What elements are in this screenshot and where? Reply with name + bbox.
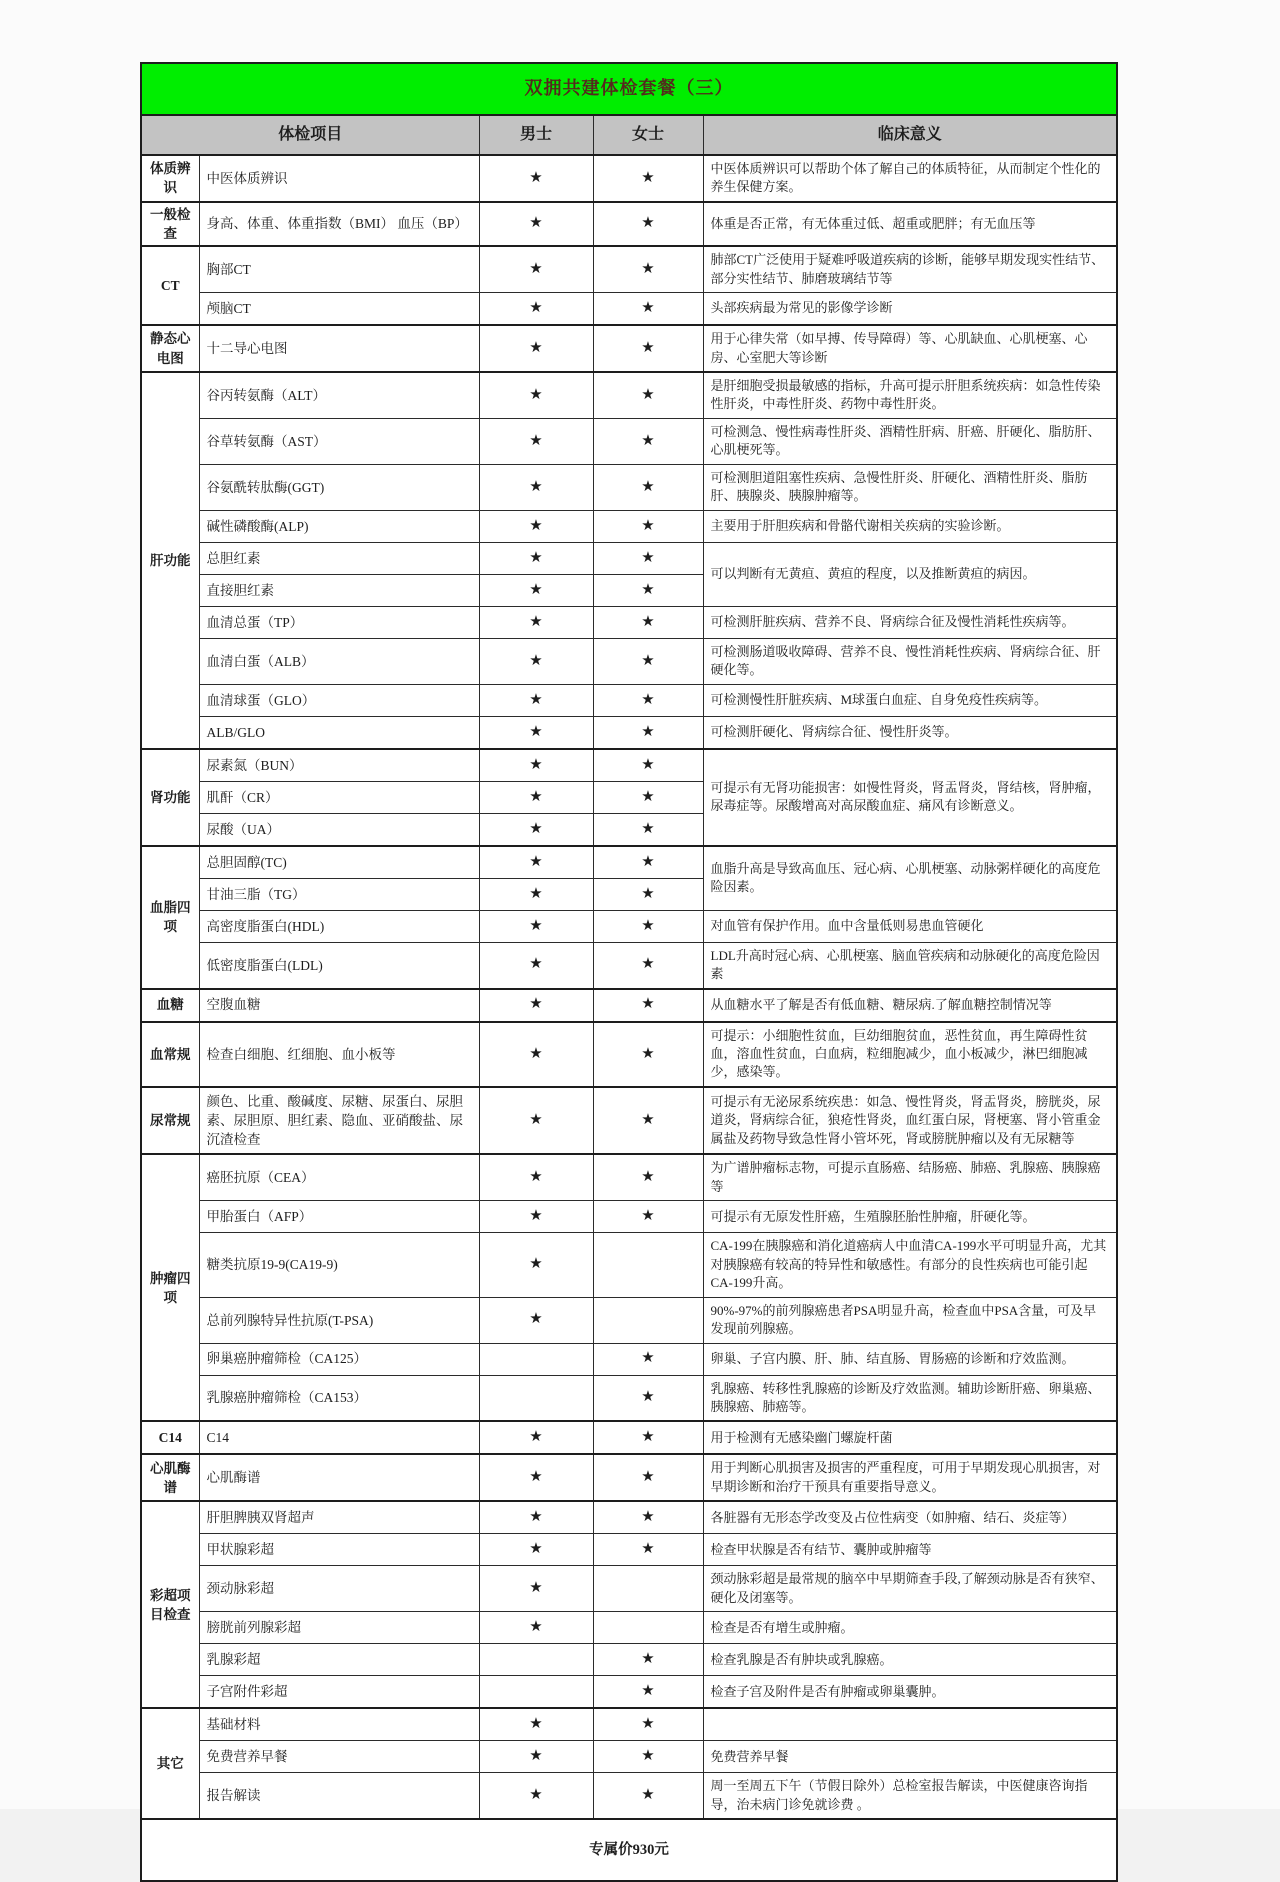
male-star-cell: ★ [479, 1501, 593, 1534]
meaning-cell: 可检测肝硬化、肾病综合征、慢性肝炎等。 [703, 716, 1117, 749]
female-star-cell [593, 1297, 703, 1343]
item-cell: 十二导心电图 [199, 325, 479, 372]
item-cell: 总胆固醇(TC) [199, 846, 479, 879]
female-star-cell: ★ [593, 246, 703, 292]
table-row [141, 1201, 1117, 1233]
meaning-cell: 为广谱肿瘤标志物，可提示直肠癌、结肠癌、肺癌、乳腺癌、胰腺癌等 [703, 1154, 1117, 1200]
item-cell: 谷丙转氨酶（ALT） [199, 372, 479, 418]
item-cell: 颜色、比重、酸碱度、尿糖、尿蛋白、尿胆素、尿胆原、胆红素、隐血、亚硝酸盐、尿沉渣检查 [199, 1087, 479, 1154]
female-star-cell: ★ [593, 418, 703, 464]
meaning-cell: 用于心律失常（如早搏、传导障碍）等、心肌缺血、心肌梗塞、心房、心室肥大等诊断 [703, 325, 1117, 372]
meaning-cell: 可提示有无原发性肝癌，生殖腺胚胎性肿瘤，肝硬化等。 [703, 1201, 1117, 1233]
table-row [141, 1421, 1117, 1454]
female-star-cell: ★ [593, 293, 703, 326]
meaning-cell: 可检测肝脏疾病、营养不良、肾病综合征及慢性消耗性疾病等。 [703, 606, 1117, 638]
female-star-cell: ★ [593, 749, 703, 782]
male-star-cell: ★ [479, 418, 593, 464]
table-row [141, 418, 1117, 464]
female-star-cell: ★ [593, 813, 703, 846]
meaning-cell: 可提示：小细胞性贫血，巨幼细胞贫血，恶性贫血，再生障碍性贫血，溶血性贫血，白血病，粒细胞减少，血小板减少，淋巴细胞减少，感染等。 [703, 1022, 1117, 1087]
meaning-cell: 可提示有无泌尿系统疾患：如急、慢性肾炎，肾盂肾炎，膀胱炎，尿道炎，肾病综合征，狼疮性肾炎，血红蛋白尿，肾梗塞、肾小管重金属盐及药物导致急性肾小管坏死，肾或膀胱肿瘤以及有无尿糖等 [703, 1087, 1117, 1154]
item-cell: 肌酐（CR） [199, 781, 479, 813]
item-cell: 甲状腺彩超 [199, 1534, 479, 1566]
table-row [141, 1773, 1117, 1819]
meaning-cell: CA-199在胰腺癌和消化道癌病人中血清CA-199水平可明显升高，尤其对胰腺癌有较高的特异性和敏感性。有部分的良性疾病也可能引起CA-199升高。 [703, 1233, 1117, 1297]
item-cell: 子宫附件彩超 [199, 1676, 479, 1709]
female-star-cell: ★ [593, 464, 703, 510]
table-row [141, 1233, 1117, 1297]
item-cell: 血清白蛋（ALB） [199, 638, 479, 684]
female-star-cell: ★ [593, 1534, 703, 1566]
item-cell: 总前列腺特异性抗原(T-PSA) [199, 1297, 479, 1343]
meaning-cell: 周一至周五下午（节假日除外）总检室报告解读，中医健康咨询指导，治未病门诊免就诊费 。 [703, 1773, 1117, 1819]
table-row [141, 372, 1117, 418]
male-star-cell: ★ [479, 813, 593, 846]
category-cell: 彩超项目检查 [141, 1501, 199, 1708]
male-star-cell: ★ [479, 989, 593, 1022]
table-row [141, 1343, 1117, 1375]
meaning-cell: 免费营养早餐 [703, 1741, 1117, 1773]
item-cell: 尿素氮（BUN） [199, 749, 479, 782]
male-star-cell: ★ [479, 846, 593, 879]
table-row [141, 942, 1117, 988]
item-cell: 身高、体重、体重指数（BMI） 血压（BP） [199, 202, 479, 246]
male-star-cell: ★ [479, 574, 593, 606]
male-star-cell: ★ [479, 1612, 593, 1644]
male-star-cell: ★ [479, 510, 593, 542]
table-row [141, 1534, 1117, 1566]
item-cell: 血清总蛋（TP） [199, 606, 479, 638]
meaning-cell [703, 1708, 1117, 1741]
male-star-cell: ★ [479, 155, 593, 202]
female-star-cell: ★ [593, 1343, 703, 1375]
meaning-cell: 90%-97%的前列腺癌患者PSA明显升高，检查血中PSA含量，可及早发现前列腺癌。 [703, 1297, 1117, 1343]
meaning-cell: 是肝细胞受损最敏感的指标，升高可提示肝胆系统疾病：如急性传染性肝炎，中毒性肝炎、药物中毒性肝炎。 [703, 372, 1117, 418]
item-cell: 空腹血糖 [199, 989, 479, 1022]
meaning-cell: 头部疾病最为常见的影像学诊断 [703, 293, 1117, 326]
table-row [141, 1644, 1117, 1676]
male-star-cell: ★ [479, 1154, 593, 1200]
male-star-cell [479, 1343, 593, 1375]
meaning-cell: 乳腺癌、转移性乳腺癌的诊断及疗效监测。辅助诊断肝癌、卵巢癌、胰腺癌、肺癌等。 [703, 1375, 1117, 1421]
male-star-cell: ★ [479, 1708, 593, 1741]
category-cell: 肾功能 [141, 749, 199, 846]
item-cell: 直接胆红素 [199, 574, 479, 606]
table-row [141, 638, 1117, 684]
item-cell: 膀胱前列腺彩超 [199, 1612, 479, 1644]
male-star-cell: ★ [479, 246, 593, 292]
female-star-cell: ★ [593, 1022, 703, 1087]
table-row [141, 1612, 1117, 1644]
female-star-cell: ★ [593, 684, 703, 716]
col-header-meaning: 临床意义 [703, 115, 1117, 155]
item-cell: 谷草转氨酶（AST） [199, 418, 479, 464]
table-row [141, 1022, 1117, 1087]
female-star-cell: ★ [593, 574, 703, 606]
male-star-cell: ★ [479, 781, 593, 813]
table-row [141, 1154, 1117, 1200]
female-star-cell: ★ [593, 325, 703, 372]
meaning-cell: 可提示有无肾功能损害：如慢性肾炎，肾盂肾炎，肾结核，肾肿瘤，尿毒症等。尿酸增高对高尿酸血症、痛风有诊断意义。 [703, 749, 1117, 846]
meaning-cell: 从血糖水平了解是否有低血糖、糖尿病.了解血糖控制情况等 [703, 989, 1117, 1022]
male-star-cell: ★ [479, 942, 593, 988]
male-star-cell: ★ [479, 606, 593, 638]
item-cell: 心肌酶谱 [199, 1454, 479, 1501]
item-cell: 颈动脉彩超 [199, 1566, 479, 1612]
meaning-cell: 可检测慢性肝脏疾病、M球蛋白血症、自身免疫性疾病等。 [703, 684, 1117, 716]
table-row [141, 1375, 1117, 1421]
category-cell: 心肌酶谱 [141, 1454, 199, 1501]
male-star-cell: ★ [479, 1454, 593, 1501]
category-cell: 肿瘤四项 [141, 1154, 199, 1421]
item-cell: 低密度脂蛋白(LDL) [199, 942, 479, 988]
item-cell: 基础材料 [199, 1708, 479, 1741]
table-row [141, 1741, 1117, 1773]
female-star-cell: ★ [593, 910, 703, 942]
table-row [141, 202, 1117, 246]
meaning-cell: 用于判断心肌损害及损害的严重程度，可用于早期发现心肌损害，对早期诊断和治疗干预具有重要指导意义。 [703, 1454, 1117, 1501]
item-cell: 血清球蛋（GLO） [199, 684, 479, 716]
meaning-cell: LDL升高时冠心病、心肌梗塞、脑血管疾病和动脉硬化的高度危险因素 [703, 942, 1117, 988]
meaning-cell: 血脂升高是导致高血压、冠心病、心肌梗塞、动脉粥样硬化的高度危险因素。 [703, 846, 1117, 911]
table-row [141, 1501, 1117, 1534]
male-star-cell: ★ [479, 202, 593, 246]
table-row [141, 325, 1117, 372]
item-cell: 乳腺癌肿瘤筛检（CA153） [199, 1375, 479, 1421]
item-cell: 谷氨酰转肽酶(GGT) [199, 464, 479, 510]
male-star-cell: ★ [479, 684, 593, 716]
meaning-cell: 可检测肠道吸收障碍、营养不良、慢性消耗性疾病、肾病综合征、肝硬化等。 [703, 638, 1117, 684]
meaning-cell: 中医体质辨识可以帮助个体了解自己的体质特征，从而制定个性化的养生保健方案。 [703, 155, 1117, 202]
female-star-cell: ★ [593, 638, 703, 684]
checkup-package-table [140, 62, 1118, 1882]
female-star-cell: ★ [593, 1676, 703, 1709]
meaning-cell: 检查是否有增生或肿瘤。 [703, 1612, 1117, 1644]
male-star-cell: ★ [479, 1201, 593, 1233]
category-cell: C14 [141, 1421, 199, 1454]
col-header-female: 女士 [593, 115, 703, 155]
item-cell: 中医体质辨识 [199, 155, 479, 202]
col-header-male: 男士 [479, 115, 593, 155]
female-star-cell: ★ [593, 1201, 703, 1233]
item-cell: 肝胆脾胰双肾超声 [199, 1501, 479, 1534]
female-star-cell: ★ [593, 1773, 703, 1819]
meaning-cell: 检查子宫及附件是否有肿瘤或卵巢囊肿。 [703, 1676, 1117, 1709]
item-cell: 癌胚抗原（CEA） [199, 1154, 479, 1200]
item-cell: 免费营养早餐 [199, 1741, 479, 1773]
item-cell: 甲胎蛋白（AFP） [199, 1201, 479, 1233]
table-row [141, 684, 1117, 716]
table-row [141, 510, 1117, 542]
male-star-cell: ★ [479, 1421, 593, 1454]
male-star-cell: ★ [479, 293, 593, 326]
page-title: 双拥共建体检套餐（三） [141, 63, 1117, 115]
category-cell: 血常规 [141, 1022, 199, 1087]
male-star-cell: ★ [479, 638, 593, 684]
column-header-row [141, 115, 1117, 155]
female-star-cell: ★ [593, 1501, 703, 1534]
meaning-cell: 主要用于肝胆疾病和骨骼代谢相关疾病的实验诊断。 [703, 510, 1117, 542]
meaning-cell: 各脏器有无形态学改变及占位性病变（如肿瘤、结石、炎症等） [703, 1501, 1117, 1534]
item-cell: 尿酸（UA） [199, 813, 479, 846]
female-star-cell: ★ [593, 1154, 703, 1200]
male-star-cell: ★ [479, 716, 593, 749]
item-cell: 检查白细胞、红细胞、血小板等 [199, 1022, 479, 1087]
category-cell: 体质辨识 [141, 155, 199, 202]
price-footer: 专属价930元 [141, 1819, 1117, 1881]
female-star-cell: ★ [593, 1375, 703, 1421]
table-row [141, 246, 1117, 292]
female-star-cell: ★ [593, 1741, 703, 1773]
table-row [141, 155, 1117, 202]
item-cell: 报告解读 [199, 1773, 479, 1819]
item-cell: C14 [199, 1421, 479, 1454]
female-star-cell: ★ [593, 781, 703, 813]
male-star-cell: ★ [479, 1741, 593, 1773]
meaning-cell: 用于检测有无感染幽门螺旋杆菌 [703, 1421, 1117, 1454]
female-star-cell: ★ [593, 1708, 703, 1741]
female-star-cell: ★ [593, 716, 703, 749]
table-row [141, 293, 1117, 326]
col-header-item: 体检项目 [141, 115, 479, 155]
table-row [141, 1297, 1117, 1343]
meaning-cell: 检查乳腺是否有肿块或乳腺癌。 [703, 1644, 1117, 1676]
male-star-cell: ★ [479, 1534, 593, 1566]
meaning-cell: 体重是否正常，有无体重过低、超重或肥胖；有无血压等 [703, 202, 1117, 246]
male-star-cell: ★ [479, 749, 593, 782]
table-row [141, 1708, 1117, 1741]
female-star-cell: ★ [593, 846, 703, 879]
item-cell: 甘油三脂（TG） [199, 878, 479, 910]
female-star-cell [593, 1612, 703, 1644]
table-row [141, 1676, 1117, 1709]
item-cell: 总胆红素 [199, 542, 479, 574]
meaning-cell: 检查甲状腺是否有结节、囊肿或肿瘤等 [703, 1534, 1117, 1566]
table-row [141, 542, 1117, 574]
male-star-cell: ★ [479, 910, 593, 942]
item-cell: 乳腺彩超 [199, 1644, 479, 1676]
female-star-cell: ★ [593, 510, 703, 542]
female-star-cell: ★ [593, 1454, 703, 1501]
female-star-cell: ★ [593, 372, 703, 418]
category-cell: 尿常规 [141, 1087, 199, 1154]
table-row [141, 1454, 1117, 1501]
male-star-cell: ★ [479, 325, 593, 372]
category-cell: 其它 [141, 1708, 199, 1819]
female-star-cell: ★ [593, 1644, 703, 1676]
title-row [141, 63, 1117, 115]
female-star-cell: ★ [593, 942, 703, 988]
table-row [141, 846, 1117, 879]
male-star-cell: ★ [479, 1233, 593, 1297]
female-star-cell: ★ [593, 606, 703, 638]
male-star-cell [479, 1676, 593, 1709]
category-cell: 一般检查 [141, 202, 199, 246]
male-star-cell: ★ [479, 878, 593, 910]
male-star-cell: ★ [479, 464, 593, 510]
male-star-cell [479, 1375, 593, 1421]
category-cell: 血糖 [141, 989, 199, 1022]
item-cell: 颅脑CT [199, 293, 479, 326]
category-cell: 血脂四项 [141, 846, 199, 989]
meaning-cell: 可检测急、慢性病毒性肝炎、酒精性肝病、肝癌、肝硬化、脂肪肝、心肌梗死等。 [703, 418, 1117, 464]
female-star-cell: ★ [593, 542, 703, 574]
male-star-cell: ★ [479, 1566, 593, 1612]
category-cell: 静态心电图 [141, 325, 199, 372]
male-star-cell: ★ [479, 372, 593, 418]
category-cell: 肝功能 [141, 372, 199, 749]
female-star-cell: ★ [593, 1087, 703, 1154]
table-row [141, 606, 1117, 638]
female-star-cell: ★ [593, 202, 703, 246]
item-cell: 高密度脂蛋白(HDL) [199, 910, 479, 942]
male-star-cell: ★ [479, 1297, 593, 1343]
meaning-cell: 可以判断有无黄疸、黄疸的程度，以及推断黄疸的病因。 [703, 542, 1117, 606]
female-star-cell: ★ [593, 989, 703, 1022]
female-star-cell [593, 1566, 703, 1612]
female-star-cell: ★ [593, 878, 703, 910]
table-row [141, 1566, 1117, 1612]
table-row [141, 716, 1117, 749]
male-star-cell: ★ [479, 1022, 593, 1087]
table-row [141, 464, 1117, 510]
price-footer-row [141, 1819, 1117, 1881]
female-star-cell: ★ [593, 1421, 703, 1454]
meaning-cell: 对血管有保护作用。血中含量低则易患血管硬化 [703, 910, 1117, 942]
item-cell: ALB/GLO [199, 716, 479, 749]
table-row [141, 910, 1117, 942]
male-star-cell: ★ [479, 1773, 593, 1819]
female-star-cell [593, 1233, 703, 1297]
meaning-cell: 肺部CT广泛使用于疑难呼吸道疾病的诊断，能够早期发现实性结节、部分实性结节、肺磨玻璃结节等 [703, 246, 1117, 292]
male-star-cell [479, 1644, 593, 1676]
item-cell: 卵巢癌肿瘤筛检（CA125） [199, 1343, 479, 1375]
table-row [141, 749, 1117, 782]
item-cell: 碱性磷酸酶(ALP) [199, 510, 479, 542]
male-star-cell: ★ [479, 1087, 593, 1154]
female-star-cell: ★ [593, 155, 703, 202]
item-cell: 胸部CT [199, 246, 479, 292]
meaning-cell: 颈动脉彩超是最常规的脑卒中早期筛查手段,了解颈动脉是否有狭窄、硬化及闭塞等。 [703, 1566, 1117, 1612]
meaning-cell: 可检测胆道阻塞性疾病、急慢性肝炎、肝硬化、酒精性肝炎、脂肪肝、胰腺炎、胰腺肿瘤等。 [703, 464, 1117, 510]
table-row [141, 1087, 1117, 1154]
table-row [141, 989, 1117, 1022]
category-cell: CT [141, 246, 199, 325]
male-star-cell: ★ [479, 542, 593, 574]
item-cell: 糖类抗原19-9(CA19-9) [199, 1233, 479, 1297]
meaning-cell: 卵巢、子宫内膜、肝、肺、结直肠、胃肠癌的诊断和疗效监测。 [703, 1343, 1117, 1375]
